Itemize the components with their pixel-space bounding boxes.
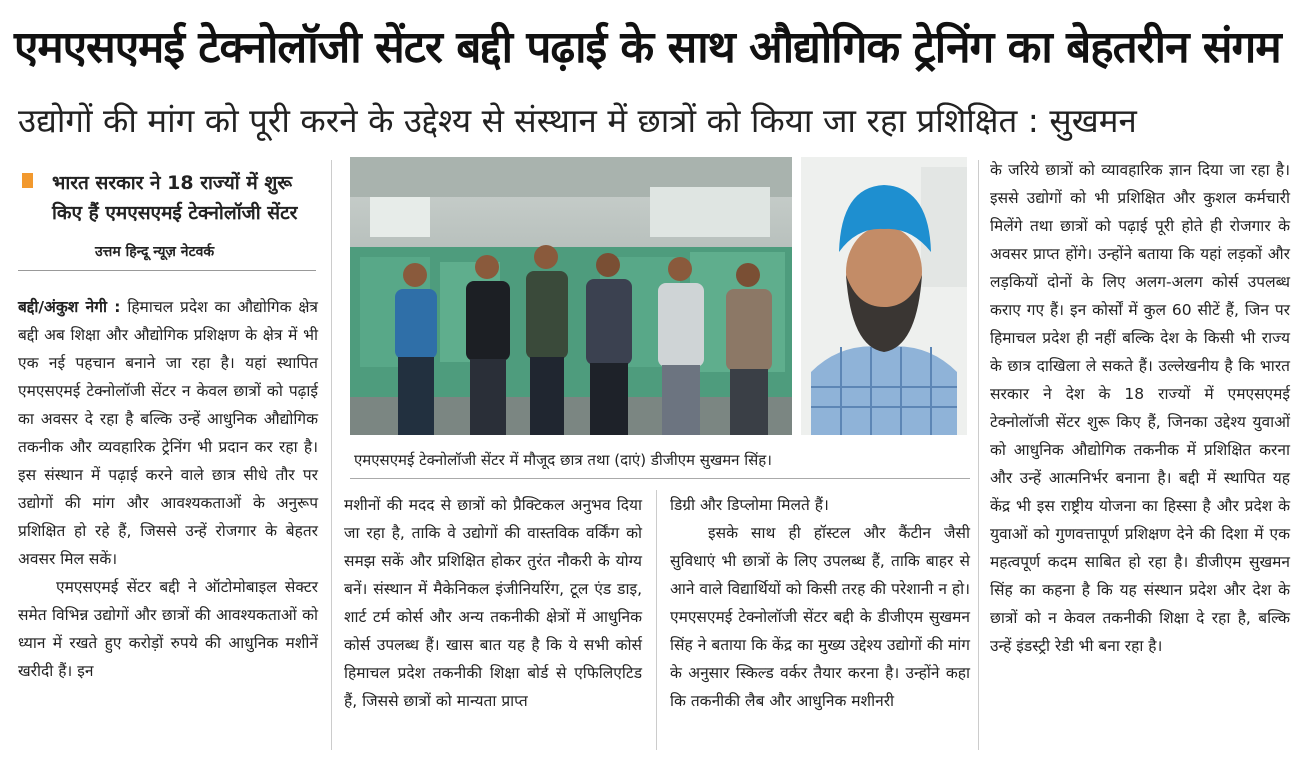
article-column-4 (990, 156, 1290, 660)
kicker-line-2: किए हैं एमएसएमई टेक्नोलॉजी सेंटर (52, 202, 298, 224)
kicker-line-1: भारत सरकार ने 18 राज्यों में शुरू (52, 172, 292, 194)
dateline: बद्दी/अंकुश नेगी : (18, 298, 121, 316)
col1-paragraph-1: हिमाचल प्रदेश का औद्योगिक क्षेत्र बद्दी अब शिक्षा और औद्योगिक प्रशिक्षण के क्षेत्र में भी एक नई पहचान बनाने जा रहा है। यहां स्थापित एमएसएमई टेक्नोलॉजी सेंटर न केवल छात्रों को पढ़ाई का अवसर दे रहा है बल्कि उन्हें आधुनिक औद्योगिक तकनीक और व्यवहारिक ट्रेनिंग भी प्रदान कर रहा है। इस संस्थान में पढ़ाई करने वाले छात्र सीधे तौर पर उद्योगों की मांग और आवश्यकताओं के अनुरूप प्रशिक्षित हो रहे हैं, जिससे उन्हें रोजगार के बेहतर अवसर मिल सकें। (18, 298, 318, 568)
dgm-portrait-photo (801, 157, 967, 435)
column-divider-3 (978, 160, 979, 750)
headline: एमएसएमई टेक्नोलॉजी सेंटर बद्दी पढ़ाई के साथ औद्योगिक ट्रेनिंग का बेहतरीन संगम (14, 22, 1281, 73)
article-column-2 (344, 491, 642, 715)
kicker (22, 168, 322, 228)
col2-paragraph-1: मशीनों की मदद से छात्रों को प्रैक्टिकल अनुभव दिया जा रहा है, ताकि वे उद्योगों की वास्तविक वर्किंग को समझ सकें और प्रशिक्षित होकर तुरंत नौकरी के योग्य बनें। संस्थान में मैकेनिकल इंजीनियरिंग, टूल एंड डाइ, शार्ट टर्म कोर्स और अन्य तकनीकी क्षेत्रों में आधुनिक कोर्स उपलब्ध हैं। खास बात यह है कि ये सभी कोर्स हिमाचल प्रदेश तकनीकी शिक्षा बोर्ड से एफिलिएटिड हैं, जिससे छात्रों को मान्यता प्राप्त (344, 496, 642, 710)
article-column-3 (670, 491, 970, 715)
col1-paragraph-2: एमएसएमई सेंटर बद्दी ने ऑटोमोबाइल सेक्टर समेत विभिन्न उद्योगों और छात्रों की आवश्यकताओं को ध्यान में रखते हुए करोड़ों रुपये की आधुनिक मशीनें खरीदी हैं। इन (18, 578, 318, 680)
column-divider-1 (331, 160, 332, 750)
kicker-bullet (22, 173, 33, 188)
students-photo (350, 157, 792, 435)
subheadline: उद्योगों की मांग को पूरी करने के उद्देश्य से संस्थान में छात्रों को किया जा रहा प्रशिक्षित : सुखमन (18, 101, 1137, 140)
dgm-portrait-graphic (801, 157, 967, 435)
col4-paragraph-1: के जरिये छात्रों को व्यावहारिक ज्ञान दिया जा रहा है। इससे उद्योगों को भी प्रशिक्षित और कुशल कर्मचारी मिलेंगे तथा छात्रों को पढ़ाई पूरी होते ही रोजगार के अवसर प्राप्त होंगे। उन्होंने बताया कि यहां लड़कों और लड़कियों दोनों के लिए अलग-अलग कोर्स उपलब्ध कराए गए हैं। इन कोर्सों में कुल 60 सीटें हैं, जिन पर हिमाचल प्रदेश ही नहीं बल्कि देश के किसी भी राज्य के छात्र दाखिला ले सकते हैं। उल्लेखनीय है कि भारत सरकार ने देश के 18 राज्यों में एमएसएमई टेक्नोलॉजी सेंटर शुरू किए हैं, जिनका उद्देश्य युवाओं को आधुनिक औद्योगिक तकनीक में प्रशिक्षित करना और उन्हें आत्मनिर्भर बनाना है। बद्दी में स्थापित यह केंद्र भी इस राष्ट्रीय योजना का हिस्सा है और प्रदेश के युवाओं को गुणवत्तापूर्ण प्रशिक्षण देने की दिशा में एक महत्वपूर्ण कदम साबित हो रहा है। डीजीएम सुखमन सिंह का कहना है कि यह संस्थान प्रदेश और देश के छात्रों को न केवल तकनीकी शिक्षा दे रहा है, बल्कि उन्हें इंडस्ट्री रेडी भी बना रहा है। (990, 161, 1290, 655)
col3-paragraph-1: डिग्री और डिप्लोमा मिलते हैं। (670, 496, 829, 514)
students-photo-graphic (350, 157, 792, 435)
article-column-1 (18, 293, 318, 685)
photo-caption: एमएसएमई टेक्नोलॉजी सेंटर में मौजूद छात्र तथा (दाएं) डीजीएम सुखमन सिंह। (354, 451, 772, 469)
col3-paragraph-2: इसके साथ ही हॉस्टल और कैंटीन जैसी सुविधाएं भी छात्रों के लिए उपलब्ध हैं, ताकि बाहर से आने वाले विद्यार्थियों को किसी तरह की परेशानी न हो। एमएसएमई टेक्नोलॉजी सेंटर बद्दी के डीजीएम सुखमन सिंह ने बताया कि केंद्र का मुख्य उद्देश्य उद्योगों की मांग के अनुसार स्किल्ड वर्कर तैयार करना है। उन्होंने कहा कि तकनीकी लैब और आधुनिक मशीनरी (670, 524, 970, 710)
caption-rule (350, 478, 970, 479)
column-divider-2 (656, 490, 657, 750)
byline-rule (18, 270, 316, 271)
byline: उत्तम हिन्दू न्यूज़ नेटवर्क (95, 244, 215, 260)
